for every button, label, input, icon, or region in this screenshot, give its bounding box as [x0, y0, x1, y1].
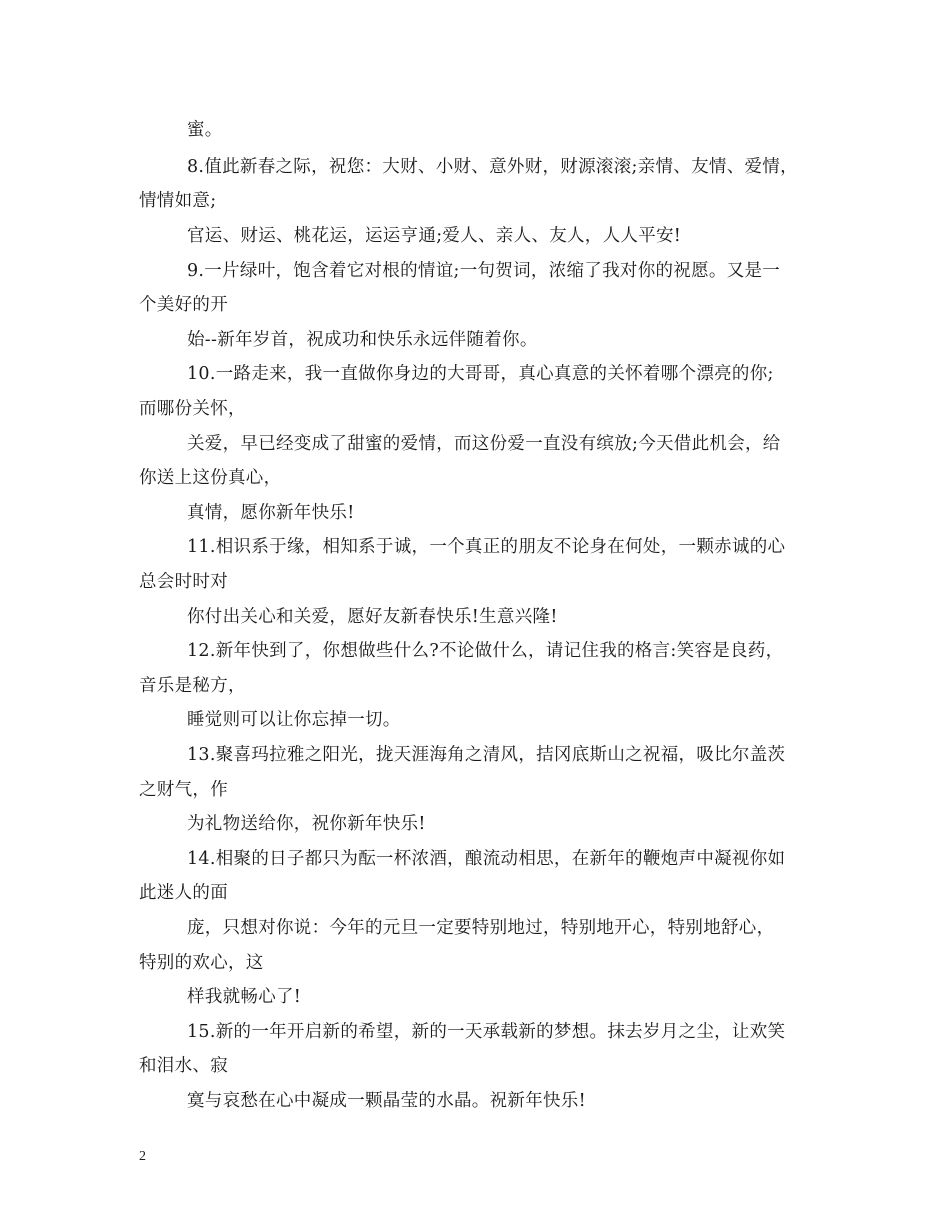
- text-line-23: 此迷人的面: [139, 883, 228, 903]
- text-line-4: 官运、财运、桃花运，运运亨通;爱人、亲人、友人，人人平安!: [187, 226, 682, 246]
- text-line-5: 9.一片绿叶，饱含着它对根的情谊;一句贺词，浓缩了我对你的祝愿。又是一: [187, 261, 781, 281]
- text-line-19: 13.聚喜玛拉雅之阳光，拢天涯海角之清风，拮冈底斯山之祝福，吸比尔盖茨: [187, 745, 786, 765]
- text-line-10: 关爱，早已经变成了甜蜜的爱情，而这份爱一直没有缤放;今天借此机会，给: [187, 434, 781, 454]
- text-line-16: 12.新年快到了，你想做些什么?不论做什么，请记住我的格言:笑容是良药，: [187, 641, 784, 661]
- text-line-6: 个美好的开: [139, 295, 228, 315]
- text-line-2: 8.值此新春之际，祝您：大财、小财、意外财，财源滚滚;亲情、友情、爱情，: [187, 157, 798, 177]
- text-line-17: 音乐是秘方，: [139, 676, 246, 696]
- text-line-18: 睡觉则可以让你忘掉一切。: [187, 710, 401, 730]
- text-line-25: 特别的欢心，这: [139, 953, 264, 973]
- text-line-29: 寞与哀愁在心中凝成一颗晶莹的水晶。祝新年快乐!: [187, 1091, 586, 1111]
- text-line-13: 11.相识系于缘，相知系于诚，一个真正的朋友不论身在何处，一颗赤诚的心: [187, 537, 786, 557]
- text-line-20: 之财气，作: [139, 780, 228, 800]
- text-line-9: 而哪份关怀，: [139, 399, 246, 419]
- text-line-27: 15.新的一年开启新的希望，新的一天承载新的梦想。抹去岁月之尘，让欢笑: [187, 1022, 786, 1042]
- text-line-14: 总会时时对: [139, 572, 228, 592]
- text-line-1: 蜜。: [187, 120, 223, 140]
- text-line-12: 真情，愿你新年快乐!: [187, 503, 355, 523]
- text-line-3: 情情如意;: [139, 191, 217, 211]
- text-line-24: 庞，只想对你说：今年的元旦一定要特别地过，特别地开心，特别地舒心，: [187, 918, 775, 938]
- text-line-15: 你付出关心和关爱，愿好友新春快乐!生意兴隆!: [187, 607, 558, 627]
- text-line-26: 样我就畅心了!: [187, 987, 302, 1007]
- text-line-8: 10.一路走来，我一直做你身边的大哥哥，真心真意的关怀着哪个漂亮的你;: [187, 364, 774, 384]
- text-line-21: 为礼物送给你，祝你新年快乐!: [187, 814, 426, 834]
- page-number: 2: [139, 1149, 146, 1164]
- text-line-7: 始--新年岁首，祝成功和快乐永远伴随着你。: [187, 330, 538, 350]
- text-line-11: 你送上这份真心，: [139, 468, 282, 488]
- text-line-22: 14.相聚的日子都只为酝一杯浓酒，酿流动相思，在新年的鞭炮声中凝视你如: [187, 849, 786, 869]
- text-line-28: 和泪水、寂: [139, 1056, 228, 1076]
